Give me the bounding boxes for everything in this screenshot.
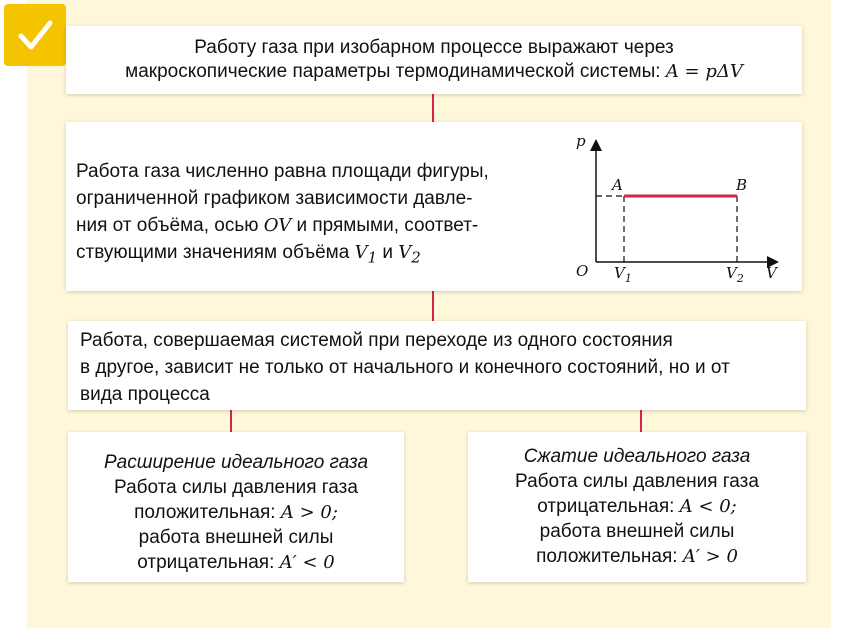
conjunction: и [382,242,394,263]
y-axis-label: p [576,132,586,150]
box2-line2: ограниченной графиком зависимости давле- [76,188,473,209]
box1-line2: макроскопические параметры термодинамической системы: [125,61,661,82]
box5-line4-row [468,544,806,569]
work-formula: A = pΔV [665,61,743,82]
v2-letter: V [398,242,412,263]
box1-line2-row [66,60,802,84]
v1-letter: V [354,242,368,263]
box4-line3: работа внешней силы [138,527,334,548]
box4-formula2: A′ < 0 [279,552,335,573]
v1-subscript: 1 [367,248,378,267]
connector-2-3 [432,291,434,321]
area-text [76,158,544,272]
origin-label: O [576,262,589,280]
connector-3-5 [640,410,642,432]
v1-symbol [354,242,378,267]
area-explanation-box [66,122,802,291]
box3-line3: вида процесса [80,384,210,405]
tick-v2-letter: V [726,264,737,282]
isobaric-work-box [66,26,802,94]
process-dependence-box [68,321,806,410]
v2-symbol [398,242,421,267]
box4-line2-row [68,500,404,525]
checkmark-icon [4,4,66,66]
box5-line2: отрицательная: [537,496,675,517]
box2-line4-row [76,239,544,272]
box2-line4: ствующими значениям объёма [76,242,350,263]
box3-line1: Работа, совершаемая системой при переходе из одного состояния [80,330,673,351]
box2-line3b: и прямыми, соответ- [296,215,479,236]
tick-v2-label [726,264,744,285]
box2-line3-row [76,212,544,239]
box5-formula2: A′ > 0 [682,546,738,567]
box4-line4-row [68,550,404,575]
tick-v1-label [614,264,632,285]
pv-graph [566,128,796,288]
box4-line2: положительная: [134,502,276,523]
compression-box [468,432,806,582]
box5-line4: положительная: [536,546,678,567]
point-a-label: A [612,176,623,194]
axis-label: OV [263,215,292,236]
tick-v1-letter: V [614,264,625,282]
expansion-title: Расширение идеального газа [103,452,369,473]
expansion-box [68,432,404,582]
tick-v2-subscript: 2 [736,272,744,285]
box1-line1: Работу газа при изобарном процессе выражают через [194,37,674,58]
box4-line4: отрицательная: [137,552,275,573]
connector-1-2 [432,94,434,122]
box3-line2: в другое, зависит не только от начального и конечного состояний, но и от [80,357,730,378]
box4-formula1: A > 0; [280,502,338,523]
box5-formula1: A < 0; [679,496,737,517]
box5-line3: работа внешней силы [539,521,735,542]
x-axis-label: V [766,264,777,282]
box2-line1: Работа газа численно равна площади фигуры, [76,161,489,182]
v2-subscript: 2 [411,248,421,267]
box4-line1: Работа силы давления газа [114,477,358,498]
box2-line3: ния от объёма, осью [76,215,259,236]
tick-v1-subscript: 1 [624,272,632,285]
box5-line2-row [468,494,806,519]
check-badge [4,4,66,66]
connector-3-4 [230,410,232,432]
point-b-label: B [736,176,748,194]
box5-line1: Работа силы давления газа [515,471,759,492]
compression-title: Сжатие идеального газа [523,446,751,467]
